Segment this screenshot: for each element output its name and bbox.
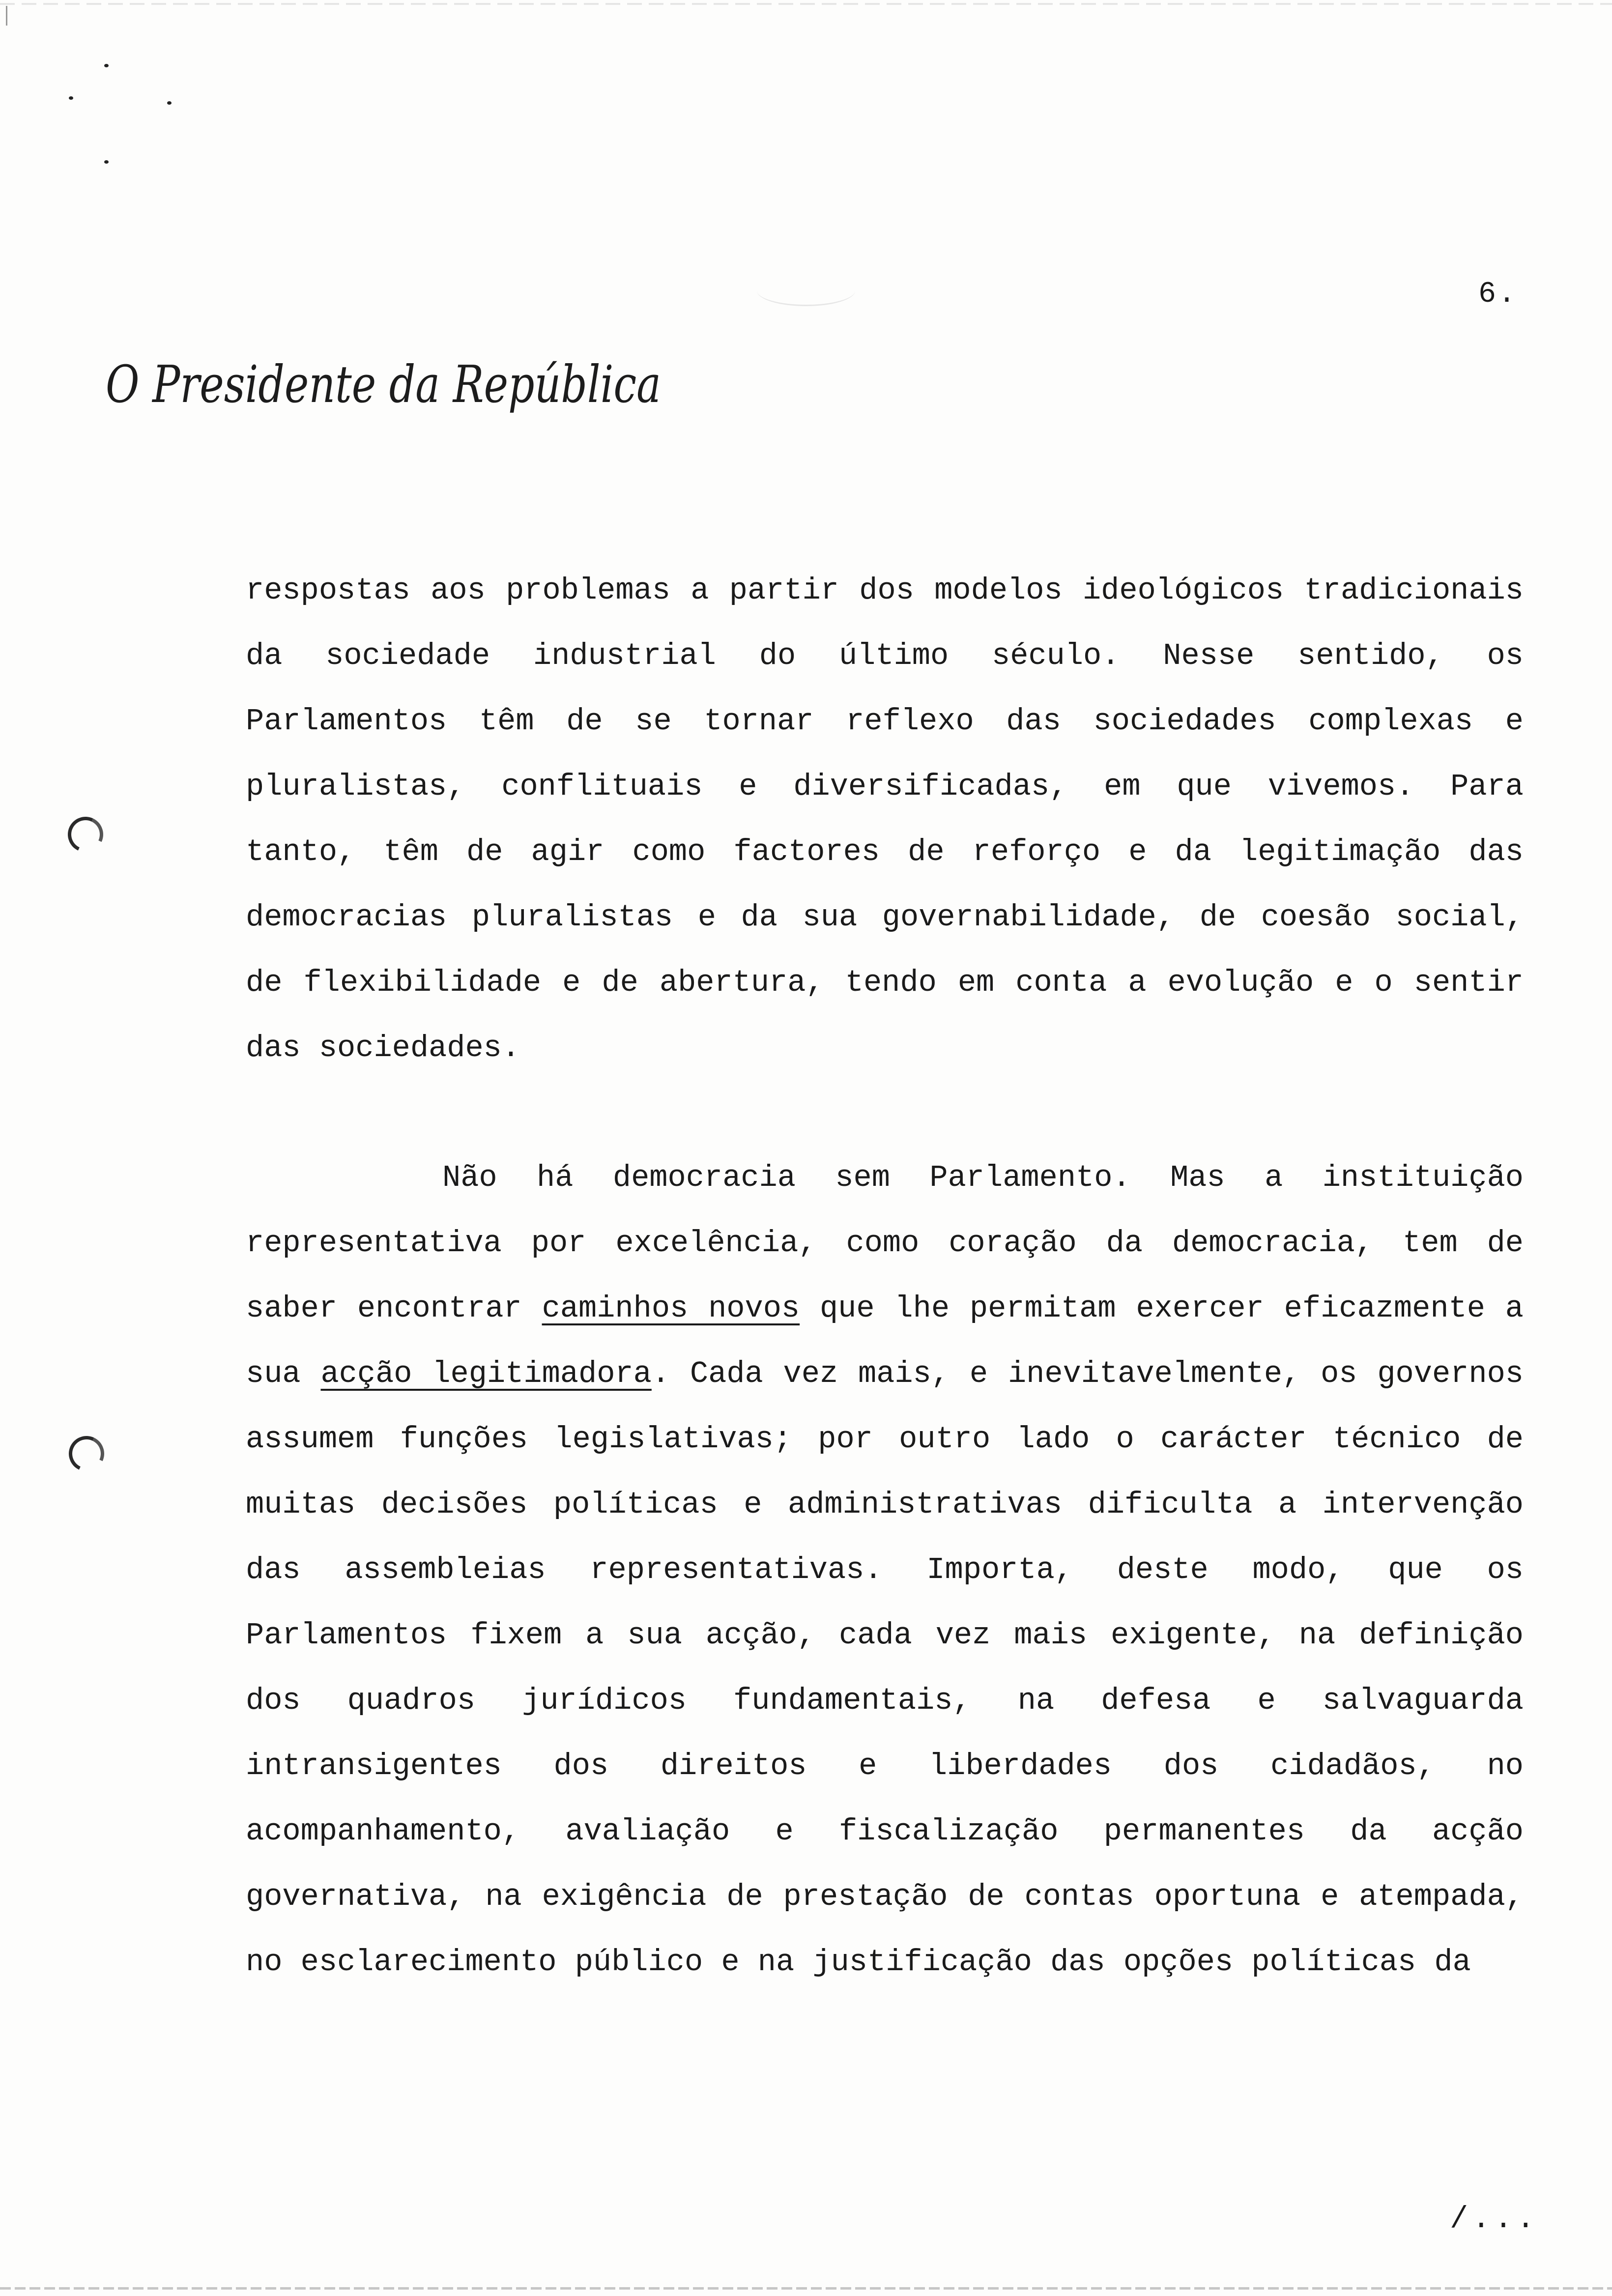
letterhead-script-svg xyxy=(101,344,671,432)
underlined-phrase-accao-legitimadora: acção legitimadora xyxy=(320,1356,652,1391)
paragraph-2-text-b: que lhe permitam exercer eficazmente a sua xyxy=(246,1291,1524,1391)
punch-hole-mark xyxy=(64,1431,109,1476)
paragraph-2-text-c: . Cada vez mais, e inevitavelmente, os governos assumem funções legislativas; por outro lado o carácter técnico de muitas decisões políticas e administrativas dificulta a intervenção das assembleias representativas. Importa, deste modo, que os Parlamentos fixem a sua acção, cada vez mais exigente, na definição dos quadros jurídicos fundamentais, na defesa e salvaguarda intransigentes dos direitos e liberdades dos cidadãos, no acompanhamento, avaliação e fiscalização permanentes da acção governativa, na exigência de prestação de contas oportuna e atempada, no esclarecimento público e na justificação das opções políticas da xyxy=(246,1356,1524,1980)
scan-edge-left xyxy=(6,6,7,26)
paragraph-2 xyxy=(246,1145,1524,1995)
continuation-marker: /... xyxy=(1450,2202,1539,2237)
punch-hole-mark xyxy=(63,812,108,857)
paragraph-1: respostas aos problemas a partir dos modelos ideológicos tradicionais da sociedade industrial do último século. Nesse sentido, os Parlamentos têm de se tornar reflexo das sociedades complexas e pluralistas, conflituais e diversificadas, em que vivemos. Para tanto, têm de agir como factores de reforço e da legitimação das democracias pluralistas e da sua governabilidade, de coesão social, de flexibilidade e de abertura, tendo em conta a evolução e o sentir das sociedades. xyxy=(246,573,1524,1065)
paragraph-2-text-a: Não há democracia sem Parlamento. Mas a instituição representativa por excelência, como coração da democracia, tem de saber encontrar xyxy=(246,1160,1524,1326)
letterhead-script-logo xyxy=(101,344,671,432)
scan-speck xyxy=(167,101,172,105)
scan-smudge xyxy=(757,275,855,306)
scan-edge-top xyxy=(0,3,1612,5)
underlined-phrase-caminhos-novos: caminhos novos xyxy=(542,1291,800,1326)
scan-speck xyxy=(104,64,109,67)
page-number: 6. xyxy=(1478,278,1518,311)
letterhead-script-text: O Presidente da República xyxy=(106,354,661,414)
scan-speck xyxy=(104,160,109,164)
scan-edge-bottom xyxy=(0,2287,1612,2290)
scan-speck xyxy=(69,96,73,100)
